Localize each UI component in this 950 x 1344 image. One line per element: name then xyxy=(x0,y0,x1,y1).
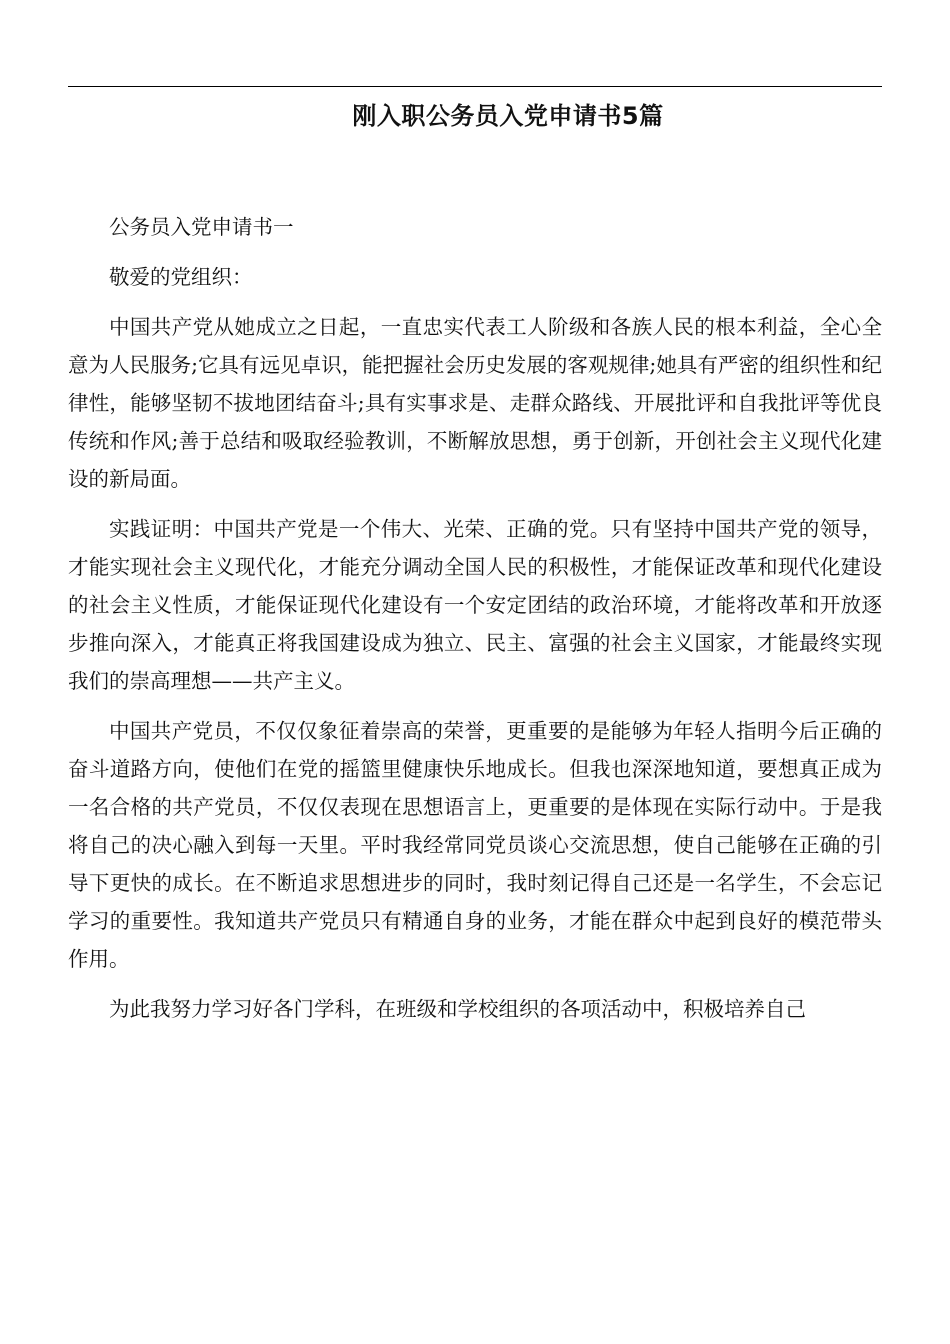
section-heading: 公务员入党申请书一 xyxy=(109,215,294,239)
body-paragraph: 为此我努力学习好各门学科，在班级和学校组织的各项活动中，积极培养自己 xyxy=(109,997,806,1021)
body-paragraph: 中国共产党员，不仅仅象征着崇高的荣誉，更重要的是能够为年轻人指明今后正确的奋斗道路方向，使他们在党的摇篮里健康快乐地成长。但我也深深地知道，要想真正成为一名合格的共产党员，不仅仅表现在思想语言上，更重要的是体现在实际行动中。于是我将自己的决心融入到每一天里。平时我经常同党员谈心交流思想，使自己能够在正确的引导下更快的成长。在不断追求思想进步的同时，我时刻记得自己还是一名学生，不会忘记学习的重要性。我知道共产党员只有精通自身的业务，才能在群众中起到良好的模范带头作用。 xyxy=(68,719,882,971)
body-paragraph: 实践证明：中国共产党是一个伟大、光荣、正确的党。只有坚持中国共产党的领导，才能实现社会主义现代化，才能充分调动全国人民的积极性，才能保证改革和现代化建设的社会主义性质，才能保证现代化建设有一个安定团结的政治环境，才能将改革和开放逐步推向深入，才能真正将我国建设成为独立、民主、富强的社会主义国家，才能最终实现我们的崇高理想——共产主义。 xyxy=(68,517,882,693)
header-rule xyxy=(68,86,882,87)
document-body xyxy=(68,208,882,1040)
document-title: 刚入职公务员入党申请书5篇 xyxy=(352,102,664,130)
salutation: 敬爱的党组织： xyxy=(109,265,253,289)
body-paragraph: 中国共产党从她成立之日起，一直忠实代表工人阶级和各族人民的根本利益，全心全意为人民服务;它具有远见卓识，能把握社会历史发展的客观规律;她具有严密的组织性和纪律性，能够坚韧不拔地团结奋斗;具有实事求是、走群众路线、开展批评和自我批评等优良传统和作风;善于总结和吸取经验教训，不断解放思想，勇于创新，开创社会主义现代化建设的新局面。 xyxy=(68,315,882,491)
